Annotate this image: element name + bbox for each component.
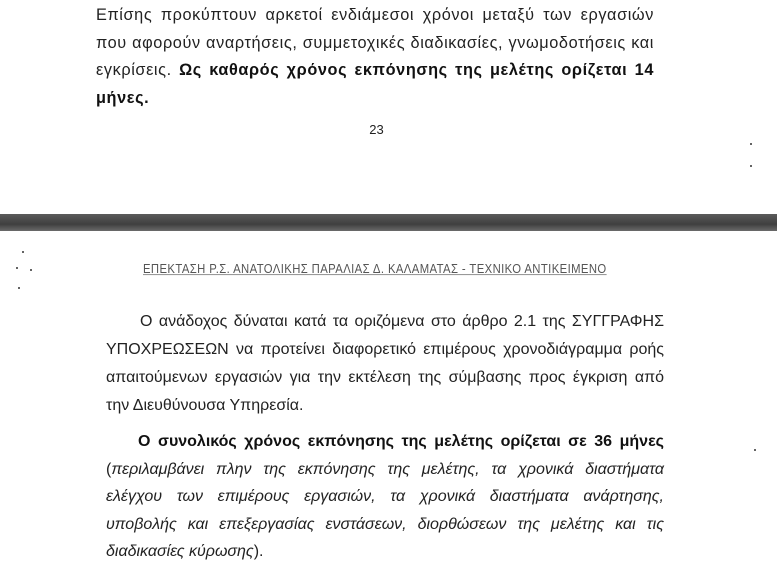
- paren-close: ).: [253, 543, 264, 560]
- running-header: ΕΠΕΚΤΑΣΗ Ρ.Σ. ΑΝΑΤΟΛΙΚΗΣ ΠΑΡΑΛΙΑΣ Δ. ΚΑΛΑΜΑΤΑΣ - ΤΕΧΝΙΚΟ ΑΝΤΙΚΕΙΜΕΝΟ: [143, 263, 607, 277]
- scan-speck: [754, 449, 756, 451]
- scan-speck: [30, 269, 32, 271]
- paragraph-line: εγκρίσεις.: [96, 61, 172, 79]
- paragraph-duration-14-months: [96, 2, 654, 112]
- scan-speck: [18, 287, 20, 289]
- scan-speck: [750, 143, 752, 145]
- italic-duration-details: περιλαμβάνει πλην της εκπόνησης της μελέτης, τα χρονικά διαστήματα ελέγχου των επιμέρους εργασιών, τα χρονικά διαστήματα ανάρτησης, υποβολής και επεξεργασίας ενστάσεων, διορθώσεων της μελέτης και τις διαδικασίες κύρωσης: [106, 460, 664, 560]
- scan-speck: [16, 267, 18, 269]
- bold-duration-statement: Ως καθαρός χρόνος εκπόνησης της μελέτης ορίζεται 14 μήνες.: [96, 61, 654, 107]
- page-number: 23: [369, 122, 384, 137]
- paren-open: (: [106, 460, 112, 478]
- bold-total-duration: Ο συνολικός χρόνος εκπόνησης της μελέτης ορίζεται σε 36 μήνες: [138, 433, 664, 450]
- paragraph-total-duration: [106, 428, 664, 566]
- paragraph-line: Επίσης προκύπτουν αρκετοί ενδιάμεσοι χρόνοι μεταξύ των εργασιών που: [96, 6, 654, 52]
- paragraph-line: αφορούν αναρτήσεις, συμμετοχικές διαδικασίες, γνωμοδοτήσεις και: [132, 33, 655, 52]
- document-page-top: [0, 0, 777, 214]
- page-separator: [0, 214, 777, 231]
- document-page-bottom: [0, 231, 777, 579]
- paragraph-contractor-schedule: Ο ανάδοχος δύναται κατά τα οριζόμενα στο άρθρο 2.1 της ΣΥΓΓΡΑΦΗΣ ΥΠΟΧΡΕΩΣΕΩΝ να προτείνει διαφορετικό επιμέρους χρονοδιάγραμμα ροής απαιτούμενων εργασιών για την εκτέλεση της σύμβασης προς έγκριση από την Διευθύνουσα Υπηρεσία.: [106, 313, 664, 414]
- scan-speck: [750, 165, 752, 167]
- scan-speck: [22, 251, 24, 253]
